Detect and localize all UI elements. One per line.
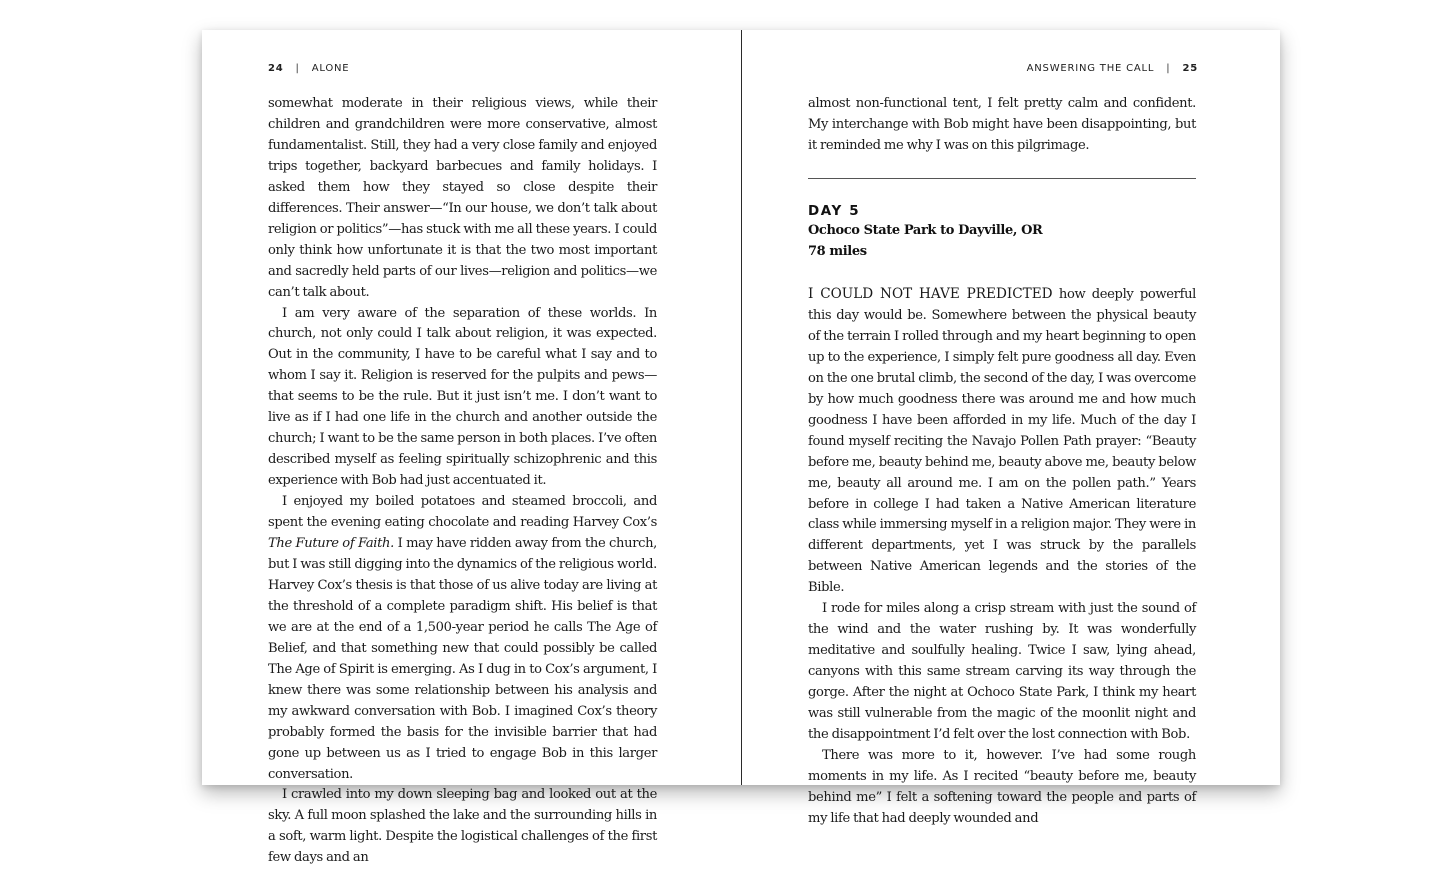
left-running-head: [268, 63, 349, 74]
right-running-title: ANSWERING THE CALL: [1026, 63, 1155, 74]
left-running-title: ALONE: [311, 63, 350, 74]
left-text-block: [268, 94, 657, 869]
right-page: [742, 30, 1281, 826]
paragraph-text: I may have ridden away from the church, but I was still digging into the dynamics of the religious world. Harvey Cox’s thesis is that those of us alive today are living at the threshold of a complete paradigm shift. His belief is that we are at the end of a 1,500-year period he calls The Age of Belief, and that something new that could possibly be called The Age of Spirit is emerging. As I dug in to Cox’s argument, I knew there was some relationship between his analysis and my awkward conversation with Bob. I imagined Cox’s theory probably formed the basis for the invisible barrier that had gone up between us as I tried to engage Bob in this larger conversation.: [268, 536, 657, 782]
left-paragraph-1: somewhat moderate in their religious views, while their children and grandchildren were more conservative, almost fundamentalist. Still, they had a very close family and enjoyed trips together, backyard barbecues and family holidays. I asked them how they stayed so close despite their differences. Their answer—“In our house, we don’t talk about religion or politics”—has stuck with me all these years. I could only think how unfortunate it is that the two most important and sacredly held parts of our lives—religion and politics—we can’t talk about.: [268, 96, 657, 300]
day-distance: 78 miles: [808, 244, 867, 259]
running-head-separator: |: [295, 63, 300, 74]
left-page-number: 24: [268, 63, 284, 74]
left-page: [202, 30, 741, 866]
left-paragraph-2: I am very aware of the separation of these worlds. In church, not only could I talk about religion, it was expected. Out in the community, I have to be careful what I say and to whom I say it. Religion is reserved for the pulpits and pews—that seems to be the rule. But it just isn’t me. I don’t want to live as if I had one life in the church and another outside the church; I want to be the same person in both places. I’ve often described myself as feeling spiritually schizophrenic and this experience with Bob had just accentuated it.: [268, 305, 657, 489]
right-page-number: 25: [1182, 63, 1198, 74]
day-heading: [808, 202, 1196, 262]
right-paragraph-continued: almost non-functional tent, I felt pretty calm and confident. My interchange with Bob might have been disappointing, but it reminded me why I was on this pilgrimage.: [808, 96, 1196, 153]
running-head-separator: |: [1166, 63, 1171, 74]
book-title: The Future of Faith.: [268, 536, 394, 552]
right-paragraph-2: I rode for miles along a crisp stream with just the sound of the wind and the water rushing by. It was wonderfully meditative and soulfully healing. Twice I saw, lying ahead, canyons with this same stream carving its way through the gorge. After the night at Ochoco State Park, I think my heart was still vulnerable from the magic of the moonlit night and the disappointment I’d felt over the lost connection with Bob.: [808, 601, 1196, 743]
right-paragraph-3: There was more to it, however. I’ve had some rough moments in my life. As I recited “beauty before me, beauty behind me” I felt a softening toward the people and parts of my life that had deeply wounded and: [808, 747, 1196, 826]
day-title: DAY 5: [808, 203, 861, 219]
right-running-head: [1027, 63, 1198, 74]
left-paragraph-3: [268, 492, 657, 785]
right-top-text: [808, 94, 1196, 157]
day-route: Ochoco State Park to Dayville, OR: [808, 223, 1043, 238]
book-spread: [202, 30, 1280, 866]
left-paragraph-4: I crawled into my down sleeping bag and looked out at the sky. A full moon splashed the lake and the surrounding hills in a soft, warm light. Despite the logistical challenges of the first few days and an: [268, 787, 657, 866]
lead-in-caps: I COULD NOT HAVE PREDICTED: [808, 286, 1053, 302]
paragraph-text: I enjoyed my boiled potatoes and steamed broccoli, and spent the evening eating chocolate and reading Harvey Cox’s: [268, 494, 657, 531]
section-divider: [808, 178, 1196, 179]
right-paragraph-1: [808, 284, 1196, 599]
right-text-block: [808, 284, 1196, 830]
paragraph-text: how deeply powerful this day would be. Somewhere between the physical beauty of the terrain I rolled through and my heart beginning to open up to the experience, I simply felt pure goodness all day. Even on the one brutal climb, the second of the day, I was overcome by how much goodness there was around me and how much goodness I have been afforded in my life. Much of the day I found myself reciting the Navajo Pollen Path prayer: “Beauty before me, beauty behind me, beauty above me, beauty below me, beauty all around me. I am on the pollen path.” Years before in college I had taken a Native American literature class while immersing myself in a religion major. They were in different departments, yet I was struck by the parallels between Native American legends and the stories of the Bible.: [808, 287, 1196, 596]
